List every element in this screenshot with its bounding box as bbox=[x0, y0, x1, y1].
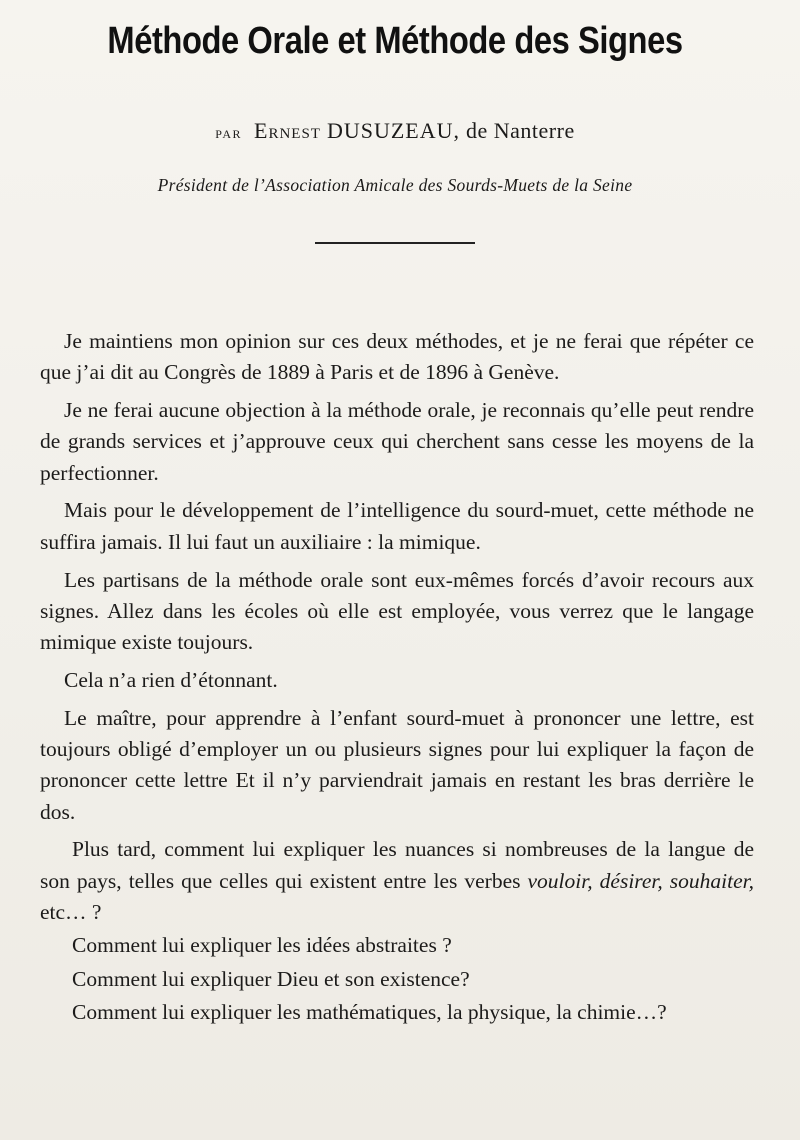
paragraph-5: Cela n’a rien d’étonnant. bbox=[64, 667, 278, 692]
question-2: Comment lui expliquer Dieu et son existence? bbox=[72, 966, 470, 991]
verb-vouloir: vouloir, bbox=[527, 868, 593, 893]
paragraph-2: Je ne ferai aucune objection à la méthode orale, je reconnais qu’elle peut rendre de grands services et j’approuve ceux qui cherchent sans cesse les moyens de la perfectionner. bbox=[40, 398, 754, 485]
author-affiliation: Président de l’Association Amicale des Sourds-Muets de la Seine bbox=[157, 175, 633, 195]
question-1: Comment lui expliquer les idées abstraites ? bbox=[72, 933, 452, 958]
article-body bbox=[40, 326, 754, 1030]
question-3: Comment lui expliquer les mathématiques, la physique, la chimie…? bbox=[72, 999, 667, 1024]
paragraph-7 bbox=[40, 834, 754, 928]
author-place: de Nanterre bbox=[460, 118, 575, 143]
verb-desirer: désirer, bbox=[599, 868, 663, 893]
paragraph-7-end: etc… ? bbox=[40, 900, 102, 925]
verb-souhaiter: souhaiter, bbox=[669, 868, 755, 893]
paragraph-7-text: Plus tard, comment lui expliquer les nuances si nombreuses de la langue de son pays, telles que celles qui existent entre les verbes bbox=[40, 837, 754, 893]
separator-rule bbox=[315, 242, 475, 244]
byline-prefix: par bbox=[215, 123, 242, 142]
article-title: Méthode Orale et Méthode des Signes bbox=[107, 20, 683, 62]
author-first-name: Ernest bbox=[254, 118, 321, 143]
paragraph-4: Les partisans de la méthode orale sont eux-mêmes forcés d’avoir recours aux signes. Allez dans les écoles où elle est employée, vous verrez que le langage mimique existe toujours. bbox=[40, 567, 754, 655]
byline bbox=[0, 118, 790, 144]
paragraph-1: Je maintiens mon opinion sur ces deux méthodes, et je ne ferai que répéter ce que j’ai dit au Congrès de 1889 à Paris et de 1896 à Genève. bbox=[40, 329, 754, 385]
author-last-name: DUSUZEAU, bbox=[326, 118, 461, 143]
paragraph-6: Le maître, pour apprendre à l’enfant sourd-muet à prononcer une lettre, est toujours obligé d’employer un ou plusieurs signes pour lui expliquer la façon de prononcer cette lettre Et il n’y parviendrait jamais en restant les bras derrière le dos. bbox=[40, 705, 754, 824]
paragraph-3: Mais pour le développement de l’intelligence du sourd-muet, cette méthode ne suffira jamais. Il lui faut un auxiliaire : la mimique. bbox=[40, 498, 754, 554]
